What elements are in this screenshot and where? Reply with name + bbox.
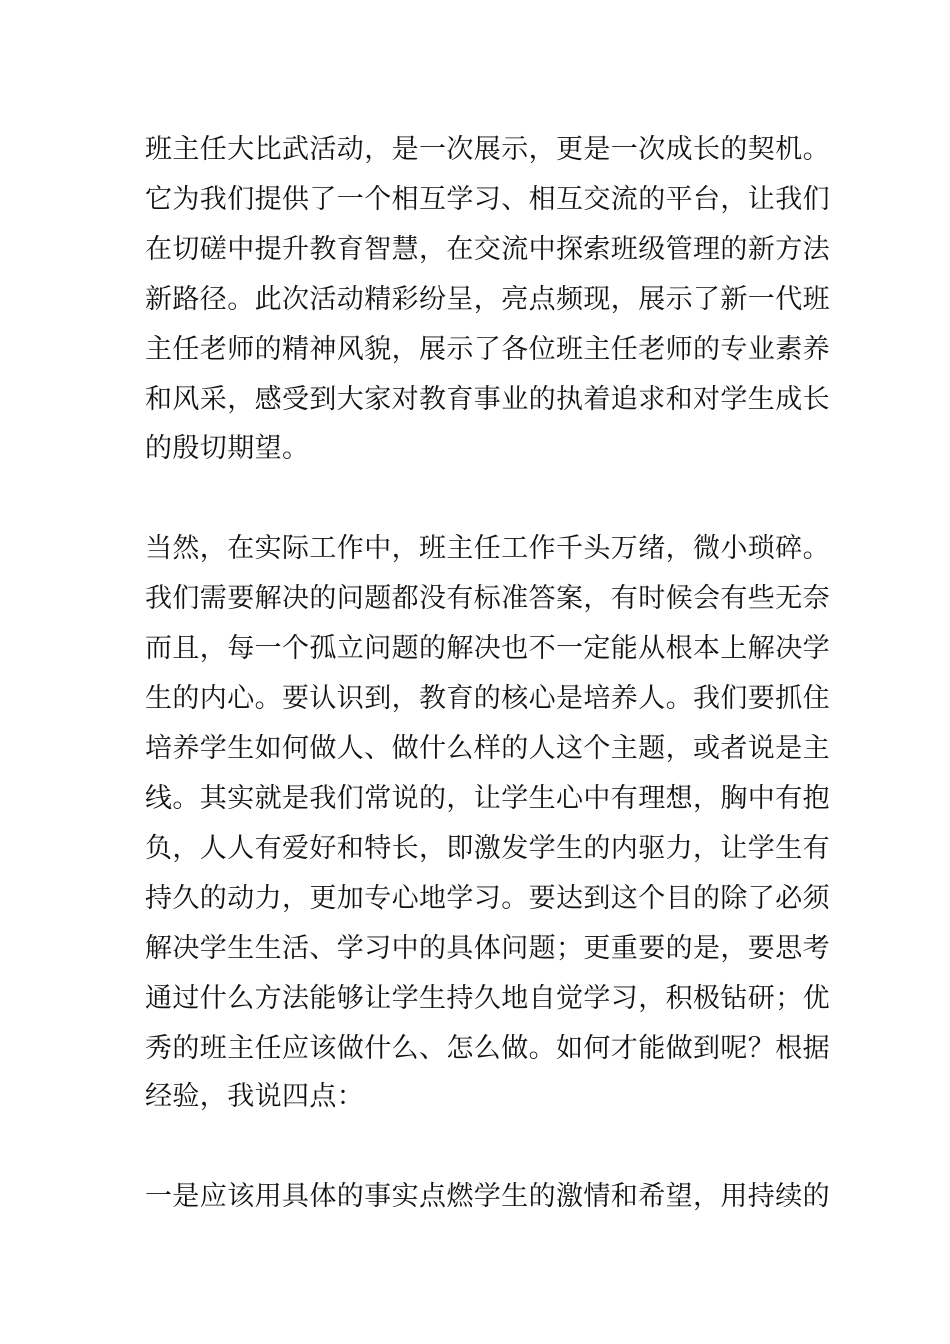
paragraph-1-line-5: 主任老师的精神风貌，展示了各位班主任老师的专业素养 [145,334,830,365]
paragraph-1-line-4: 新路径。此次活动精彩纷呈，亮点频现，展示了新一代班 [145,284,830,315]
paragraph-2-line-11: 秀的班主任应该做什么、怎么做。如何才能做到呢？根据 [145,1033,830,1064]
paragraph-1-line-2: 它为我们提供了一个相互学习、相互交流的平台，让我们 [145,184,830,215]
paragraph-2-line-8: 持久的动力，更加专心地学习。要达到这个目的除了必须 [145,883,830,914]
paragraph-2-line-5: 培养学生如何做人、做什么样的人这个主题，或者说是主 [145,733,830,764]
paragraph-2-line-12: 经验，我说四点： [145,1081,365,1112]
paragraph-3-line-1: 一是应该用具体的事实点燃学生的激情和希望，用持续的 [145,1181,830,1212]
paragraph-2-line-7: 负，人人有爱好和特长，即激发学生的内驱力，让学生有 [145,833,830,864]
paragraph-2-line-2: 我们需要解决的问题都没有标准答案，有时候会有些无奈 [145,583,830,614]
paragraph-2-line-9: 解决学生生活、学习中的具体问题；更重要的是，要思考 [145,933,830,964]
paragraph-2-line-3: 而且，每一个孤立问题的解决也不一定能从根本上解决学 [145,633,830,664]
paragraph-2-line-10: 通过什么方法能够让学生持久地自觉学习，积极钻研；优 [145,983,830,1014]
paragraph-2-line-6: 线。其实就是我们常说的，让学生心中有理想，胸中有抱 [145,783,830,814]
paragraph-2-line-1: 当然，在实际工作中，班主任工作千头万绪，微小琐碎。 [145,533,830,564]
paragraph-1-line-1: 班主任大比武活动，是一次展示，更是一次成长的契机。 [145,134,830,165]
paragraph-2-line-4: 生的内心。要认识到，教育的核心是培养人。我们要抓住 [145,683,830,714]
paragraph-1-line-6: 和风采，感受到大家对教育事业的执着追求和对学生成长 [145,384,830,415]
paragraph-1-line-7: 的殷切期望。 [145,433,310,464]
paragraph-1-line-3: 在切磋中提升教育智慧，在交流中探索班级管理的新方法 [145,234,830,265]
